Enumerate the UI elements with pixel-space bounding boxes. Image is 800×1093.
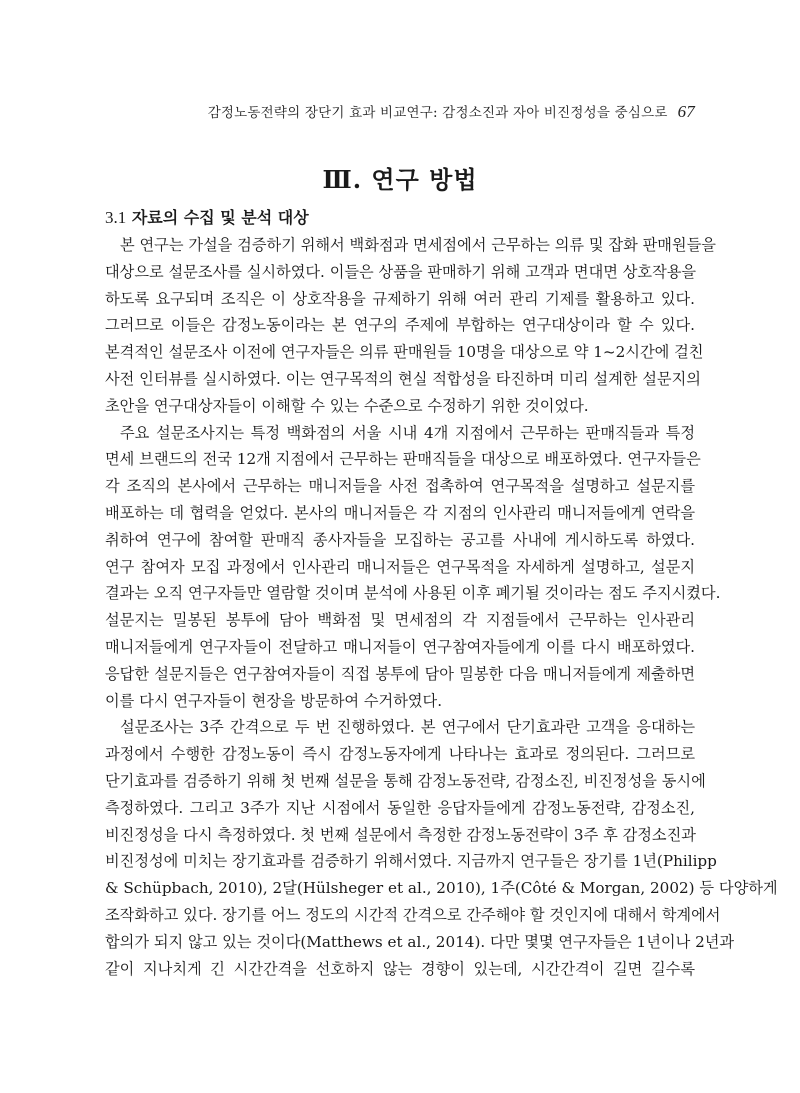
paragraph-2-line: 이를 다시 연구자들이 현장을 방문하여 수거하였다. xyxy=(105,691,443,710)
paragraph-3-line: 비진정성을 다시 측정하였다. 첫 번째 설문에서 측정한 감정노동전략이 3주 후 감정소진과 xyxy=(105,825,696,844)
paragraph-2-line: 배포하는 데 협력을 얻었다. 본사의 매니저들은 각 지점의 인사관리 매니저들에게 연락을 xyxy=(105,503,695,522)
running-title: 감정노동전략의 장단기 효과 비교연구: 감정소진과 자아 비진정성을 중심으로 xyxy=(207,105,668,121)
paragraph-3-line: 설문조사는 3주 간격으로 두 번 진행하였다. 본 연구에서 단기효과란 고객을 응대하는 xyxy=(120,718,695,737)
page-number: 67 xyxy=(677,102,695,121)
paragraph-1-line: 대상으로 설문조사를 실시하였다. 이들은 상품을 판매하기 위해 고객과 면대면 상호작용을 xyxy=(105,262,697,281)
paragraph-2-line: 매니저들에게 연구자들이 전달하고 매니저들이 연구참여자들에게 이를 다시 배포하였다. xyxy=(105,637,695,656)
paragraph-1-line: 초안을 연구대상자들이 이해할 수 있는 수준으로 수정하기 위한 것이었다. xyxy=(105,396,589,415)
paragraph-3-line: 합의가 되지 않고 있는 것이다(Matthews et al., 2014). 다만 몇몇 연구자들은 1년이나 2년과 xyxy=(105,932,735,951)
paragraph-1-line: 하도록 요구되며 조직은 이 상호작용을 규제하기 위해 여러 관리 기제를 활용하고 있다. xyxy=(105,289,695,308)
paragraph-3-line: 비진정성에 미치는 장기효과를 검증하기 위해서였다. 지금까지 연구들은 장기를 1년(Philipp xyxy=(105,852,717,871)
paragraph-1-line: 본격적인 설문조사 이전에 연구자들은 의류 판매원들 10명을 대상으로 약 1~2시간에 걸친 xyxy=(105,343,704,362)
section-number: 3.1 xyxy=(105,208,127,227)
paragraph-2-line: 결과는 오직 연구자들만 열람할 것이며 분석에 사용된 이후 폐기될 것이라는 점도 주지시켰다. xyxy=(105,584,721,603)
section-title: 자료의 수집 및 분석 대상 xyxy=(131,208,309,227)
paragraph-2-line: 응답한 설문지들은 연구참여자들이 직접 봉투에 담아 밀봉한 다음 매니저들에게 제출하면 xyxy=(105,664,695,683)
paragraph-2-line: 면세 브랜드의 전국 12개 지점에서 근무하는 판매직들을 대상으로 배포하였다. 연구자들은 xyxy=(105,450,701,469)
section-heading xyxy=(105,205,309,228)
paragraph-3-line: & Schüpbach, 2010), 2달(Hülsheger et al., 2010), 1주(Côté & Morgan, 2002) 등 다양하게 xyxy=(105,879,778,898)
body-text xyxy=(105,232,778,982)
paragraph-1-line: 본 연구는 가설을 검증하기 위해서 백화점과 면세점에서 근무하는 의류 및 잡화 판매원들을 xyxy=(120,236,716,254)
paragraph-2-line: 주요 설문조사지는 특정 백화점의 서울 시내 4개 지점에서 근무하는 판매직들과 특정 xyxy=(120,423,695,442)
paragraph-2-line: 연구 참여자 모집 과정에서 인사관리 매니저들은 연구목적을 자세하게 설명하고, 설문지 xyxy=(105,557,695,576)
paragraph-2-line: 취하여 연구에 참여할 판매직 종사자들을 모집하는 공고를 사내에 게시하도록 하였다. xyxy=(105,530,695,549)
running-header xyxy=(208,101,695,122)
chapter-title: Ⅲ. 연구 방법 xyxy=(322,165,478,194)
paragraph-3-line: 측정하였다. 그리고 3주가 지난 시점에서 동일한 응답자들에게 감정노동전략, 감정소진, xyxy=(105,798,695,817)
paragraph-2-line: 각 조직의 본사에서 근무하는 매니저들을 사전 접촉하여 연구목적을 설명하고 설문지를 xyxy=(105,477,695,496)
paragraph-1-line: 사전 인터뷰를 실시하였다. 이는 연구목적의 현실 적합성을 타진하며 미리 설계한 설문지의 xyxy=(105,369,701,388)
paragraph-1-line: 그러므로 이들은 감정노동이라는 본 연구의 주제에 부합하는 연구대상이라 할 수 있다. xyxy=(105,316,695,335)
paragraph-3-line: 같이 지나치게 긴 시간간격을 선호하지 않는 경향이 있는데, 시간간격이 길면 길수록 xyxy=(105,959,695,978)
paragraph-2-line: 설문지는 밀봉된 봉투에 담아 백화점 및 면세점의 각 지점들에서 근무하는 인사관리 xyxy=(105,611,695,630)
paragraph-3-line: 단기효과를 검증하기 위해 첫 번째 설문을 통해 감정노동전략, 감정소진, 비진정성을 동시에 xyxy=(105,771,706,790)
paragraph-3-line: 과정에서 수행한 감정노동이 즉시 감정노동자에게 나타나는 효과로 정의된다. 그러므로 xyxy=(105,745,695,764)
paragraph-3-line: 조작화하고 있다. 장기를 어느 정도의 시간적 간격으로 간주해야 할 것인지에 대해서 학계에서 xyxy=(105,905,721,924)
